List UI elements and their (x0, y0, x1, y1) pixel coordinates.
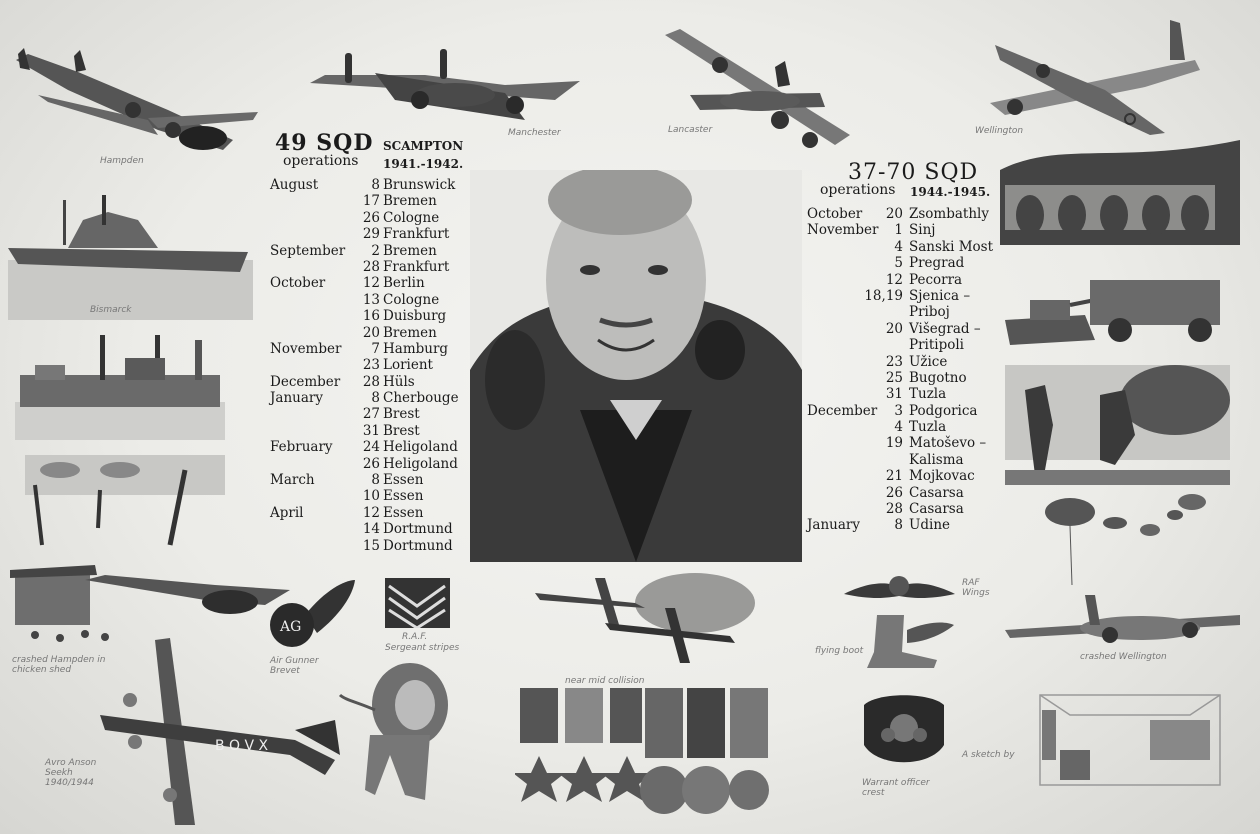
operation-place: Udine (909, 517, 951, 534)
operation-place: Sjenica – (909, 287, 971, 304)
left-subtitle: operations (283, 153, 359, 169)
bismarck-caption: Bismarck (90, 305, 132, 315)
operation-row (270, 521, 470, 537)
operation-row (807, 386, 1007, 402)
operation-day: 24 (362, 439, 380, 456)
manchester-bomber-sketch (305, 45, 585, 130)
operation-day: 27 (362, 406, 380, 423)
medal-ribbons (515, 688, 770, 828)
operation-row (807, 435, 1007, 451)
operation-day: 21 (885, 468, 903, 485)
anson-caption: Avro Anson Seekh 1940/1944 (45, 758, 97, 788)
operation-row (807, 206, 1007, 222)
operation-day: 26 (362, 209, 380, 226)
near-collision-caption: near mid collision (565, 676, 645, 686)
operation-place: Zsombathly (909, 206, 989, 222)
room-interior-sketch (1030, 680, 1230, 795)
bismarck-battleship-sketch (8, 190, 253, 320)
operation-row (807, 239, 1007, 255)
operation-place: Kalisma (909, 451, 964, 468)
operation-day: 1 (894, 222, 903, 239)
operation-place: Višegrad – (909, 320, 981, 337)
operation-row (270, 193, 470, 209)
sergeant-stripes-badge (385, 578, 450, 628)
operation-row (807, 452, 1007, 468)
operation-place: Užice (909, 353, 948, 370)
hampden-bomber-sketch (8, 40, 268, 165)
operation-day: 18,19 (864, 287, 903, 304)
operation-row (270, 210, 470, 226)
badge-letters: AG (280, 619, 302, 635)
operation-day: 12 (885, 271, 903, 288)
left-operations-list (270, 177, 470, 554)
operation-month: December (807, 402, 878, 419)
operation-place: Essen (383, 472, 424, 489)
operation-place: Frankfurt (383, 226, 450, 243)
lion-sketch (335, 655, 455, 805)
crashed-wellington-caption: crashed Wellington (1080, 652, 1167, 662)
operation-day: 13 (362, 291, 380, 308)
operation-day: 3 (894, 402, 903, 419)
operation-day: 8 (371, 177, 380, 193)
operation-row (807, 288, 1007, 304)
operation-row (270, 357, 470, 373)
operation-row (807, 222, 1007, 238)
operation-day: 20 (885, 206, 903, 222)
operation-row (807, 501, 1007, 517)
wellington-caption: Wellington (975, 126, 1024, 136)
operation-month: October (807, 206, 863, 222)
operation-place: Mojkovac (909, 468, 975, 485)
operation-row (807, 403, 1007, 419)
operation-place: Bugotno (909, 369, 967, 386)
operation-day: 26 (362, 455, 380, 472)
operation-day: 8 (371, 472, 380, 489)
operation-row (270, 275, 470, 291)
sergeant-caption: Sergeant stripes (385, 643, 460, 653)
air-gunner-caption: Air Gunner Brevet (270, 656, 319, 676)
operation-row (270, 423, 470, 439)
operation-place: Hamburg (383, 340, 449, 357)
operation-row (807, 517, 1007, 533)
operation-day: 28 (885, 501, 903, 518)
operation-place: Heligoland (383, 455, 458, 472)
operation-place: Cherbouge (383, 390, 459, 407)
airman-portrait (470, 170, 802, 562)
wellington-bomber-sketch (985, 15, 1215, 140)
operation-place: Hüls (383, 373, 415, 390)
operation-place: Tuzla (909, 419, 947, 436)
operation-day: 8 (894, 517, 903, 534)
right-years: 1944.-1945. (910, 185, 991, 199)
soldiers-battle-sketch (1005, 365, 1230, 490)
operation-place: Podgorica (909, 402, 978, 419)
operation-row (807, 255, 1007, 271)
operation-month: April (270, 504, 304, 521)
operation-row (270, 243, 470, 259)
operation-day: 17 (362, 193, 380, 210)
left-location: SCAMPTON (383, 139, 464, 153)
operation-place: Tuzla (909, 386, 947, 403)
mining-scene-sketch (20, 450, 250, 550)
operation-month: March (270, 472, 315, 489)
operation-day: 15 (362, 537, 380, 554)
operation-place: Pregrad (909, 255, 965, 272)
operation-row (807, 468, 1007, 484)
operation-place: Casarsa (909, 501, 964, 518)
operation-place: Duisburg (383, 308, 447, 325)
operation-row (270, 226, 470, 242)
operation-place: Essen (383, 504, 424, 521)
operation-day: 4 (894, 238, 903, 255)
raf-wings-caption: RAF Wings (962, 578, 990, 598)
left-years: 1941.-1942. (383, 157, 464, 171)
operation-day: 10 (362, 488, 380, 505)
operation-place: Casarsa (909, 484, 964, 501)
operation-place: Brest (383, 406, 420, 423)
operation-row (270, 456, 470, 472)
left-squadron-title: 49 SQD (275, 130, 374, 156)
operation-place: Dortmund (383, 537, 453, 554)
operation-day: 29 (362, 226, 380, 243)
operation-day: 23 (362, 357, 380, 374)
operation-row (807, 321, 1007, 337)
operation-month: September (270, 242, 346, 259)
operation-month: October (270, 275, 326, 292)
operation-day: 7 (371, 340, 380, 357)
operation-place: Pecorra (909, 271, 963, 288)
operation-place: Bremen (383, 242, 437, 259)
operation-row (807, 370, 1007, 386)
operation-month: August (270, 177, 319, 193)
right-subtitle: operations (820, 182, 896, 198)
operation-day: 12 (362, 504, 380, 521)
operation-day: 25 (885, 369, 903, 386)
operation-day: 19 (885, 435, 903, 452)
operation-place: Cologne (383, 209, 440, 226)
operation-row (270, 488, 470, 504)
operation-day: 31 (362, 422, 380, 439)
parachutes-sketch (1040, 490, 1230, 590)
raf-wings-badge (842, 570, 957, 605)
operation-day: 5 (894, 255, 903, 272)
crashed-wellington-sketch (1000, 590, 1245, 650)
lancaster-bomber-sketch (660, 25, 860, 165)
operation-place: Heligoland (383, 439, 458, 456)
operation-day: 28 (362, 373, 380, 390)
operation-month: January (807, 517, 860, 534)
hampden-chicken-caption: crashed Hampden in chicken shed (12, 655, 106, 675)
warrant-caption: Warrant officer crest (862, 778, 930, 798)
operation-day: 16 (362, 308, 380, 325)
flying-boot-caption: flying boot (815, 646, 864, 656)
operation-month: December (270, 373, 341, 390)
operation-day: 20 (362, 324, 380, 341)
hampden-caption: Hampden (100, 156, 144, 166)
lancaster-caption: Lancaster (668, 125, 713, 135)
operation-place: Berlin (383, 275, 425, 292)
operation-row (270, 341, 470, 357)
flying-boot-sketch (862, 610, 957, 670)
operation-month: January (270, 390, 323, 407)
operation-row (807, 272, 1007, 288)
operation-row (270, 374, 470, 390)
operation-row (270, 538, 470, 554)
raf-caption: R.A.F. (402, 632, 428, 642)
operation-month: November (270, 340, 342, 357)
operation-row (270, 505, 470, 521)
operation-day: 28 (362, 258, 380, 275)
operation-place: Matoševo – (909, 435, 987, 452)
dates-caption: A sketch by (962, 750, 1015, 760)
operation-day: 14 (362, 521, 380, 538)
operation-day: 4 (894, 419, 903, 436)
operation-place: Dortmund (383, 521, 453, 538)
operation-day: 23 (885, 353, 903, 370)
tank-and-truck-sketch (1000, 275, 1230, 355)
operation-row (270, 406, 470, 422)
operation-row (807, 485, 1007, 501)
operation-row (270, 472, 470, 488)
operation-row (807, 337, 1007, 353)
operation-day: 26 (885, 484, 903, 501)
operation-day: 2 (371, 242, 380, 259)
operation-place: Brunswick (383, 177, 456, 193)
operation-place: Bremen (383, 193, 437, 210)
operation-place: Sanski Most (909, 238, 994, 255)
manchester-caption: Manchester (508, 128, 561, 138)
operation-place: Bremen (383, 324, 437, 341)
operation-place: Essen (383, 488, 424, 505)
near-collision-sketch (515, 568, 760, 678)
operation-month: November (807, 222, 879, 239)
operation-place: Brest (383, 422, 420, 439)
avro-anson-sketch (95, 630, 345, 825)
operation-month: February (270, 439, 333, 456)
operation-place: Sinj (909, 222, 936, 239)
viaduct-landscape-sketch (1000, 135, 1240, 245)
operation-row (270, 325, 470, 341)
right-operations-list (807, 206, 1007, 534)
operation-row (270, 308, 470, 324)
operation-row (807, 304, 1007, 320)
operation-place: Lorient (383, 357, 433, 374)
operation-row (270, 259, 470, 275)
operation-place: Priboj (909, 304, 950, 321)
operation-row (270, 177, 470, 193)
operation-day: 20 (885, 320, 903, 337)
operation-row (270, 390, 470, 406)
operation-row (807, 354, 1007, 370)
operation-place: Frankfurt (383, 258, 450, 275)
aircraft-code: B O V X (215, 738, 269, 754)
right-squadron-title: 37-70 SQD (848, 160, 979, 185)
operation-row (807, 419, 1007, 435)
operation-place: Cologne (383, 291, 440, 308)
operation-row (270, 439, 470, 455)
operation-day: 8 (371, 390, 380, 407)
operation-day: 12 (362, 275, 380, 292)
harbour-factory-sketch (15, 330, 225, 440)
operation-row (270, 292, 470, 308)
warrant-officer-crest (858, 690, 950, 772)
operation-day: 31 (885, 386, 903, 403)
operation-place: Pritipoli (909, 337, 965, 354)
